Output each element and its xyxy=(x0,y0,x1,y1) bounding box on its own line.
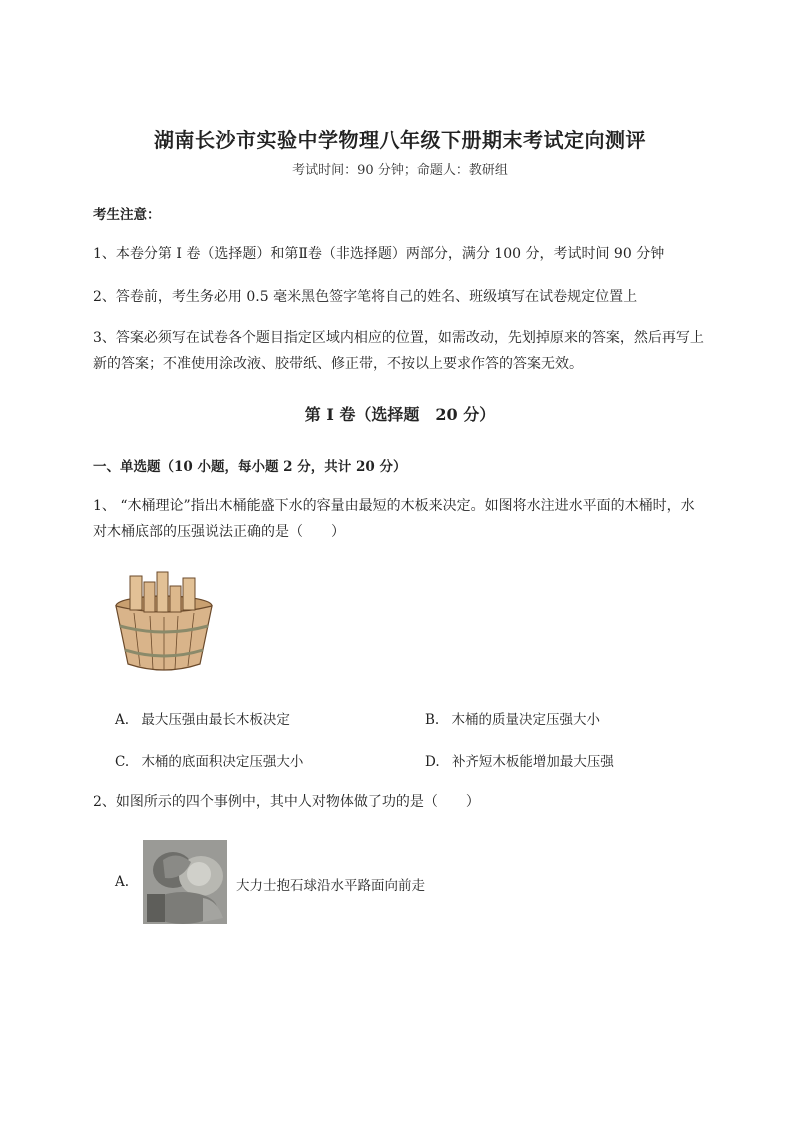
q2-option-a-text[interactable]: 大力士抱石球沿水平路面向前走 xyxy=(236,878,425,894)
option-text: 木桶的质量决定压强大小 xyxy=(451,712,601,728)
exam-info: 考试时间：90 分钟；命题人：教研组 xyxy=(292,163,508,178)
notice-heading: 考生注意： xyxy=(93,207,161,223)
q1-option-b[interactable] xyxy=(425,708,600,728)
notice-item-1: 1、本卷分第 I 卷（选择题）和第Ⅱ卷（非选择题）两部分，满分 100 分，考试时间 90 分钟 xyxy=(93,246,665,262)
question-1-text: 1、 “木桶理论”指出木桶能盛下水的容量由最短的木板来决定。如图将水注进水平面的木桶时，水对木桶底部的压强说法正确的是（ ） xyxy=(93,498,695,540)
wooden-bucket-icon xyxy=(112,568,216,674)
question-2-text: 2、如图所示的四个事例中，其中人对物体做了功的是（ ） xyxy=(93,794,480,810)
option-letter: C. xyxy=(115,754,130,770)
option-text: 最大压强由最长木板决定 xyxy=(141,712,290,728)
notice-item-2: 2、答卷前，考生务必用 0.5 毫米黑色签字笔将自己的姓名、班级填写在试卷规定位置上 xyxy=(93,289,638,305)
section-title: 第 I 卷（选择题 20 分） xyxy=(304,405,496,424)
q1-option-a[interactable] xyxy=(115,708,290,728)
page-title: 湖南长沙市实验中学物理八年级下册期末考试定向测评 xyxy=(154,128,646,152)
option-text: 补齐短木板能增加最大压强 xyxy=(451,754,614,770)
strongman-photo-icon xyxy=(143,840,227,924)
part-heading: 一、单选题（10 小题，每小题 2 分，共计 20 分） xyxy=(93,459,407,475)
option-letter: B. xyxy=(425,712,440,728)
q1-option-c[interactable] xyxy=(115,750,303,770)
option-text: 木桶的底面积决定压强大小 xyxy=(141,754,304,770)
q1-option-d[interactable] xyxy=(425,750,614,770)
option-letter: D. xyxy=(425,754,440,770)
q2-option-a-letter[interactable]: A. xyxy=(115,874,130,890)
option-letter: A. xyxy=(115,712,130,728)
notice-item-3: 3、答案必须写在试卷各个题目指定区域内相应的位置，如需改动，先划掉原来的答案，然后再写上新的答案；不准使用涂改液、胶带纸、修正带，不按以上要求作答的答案无效。 xyxy=(93,330,704,372)
